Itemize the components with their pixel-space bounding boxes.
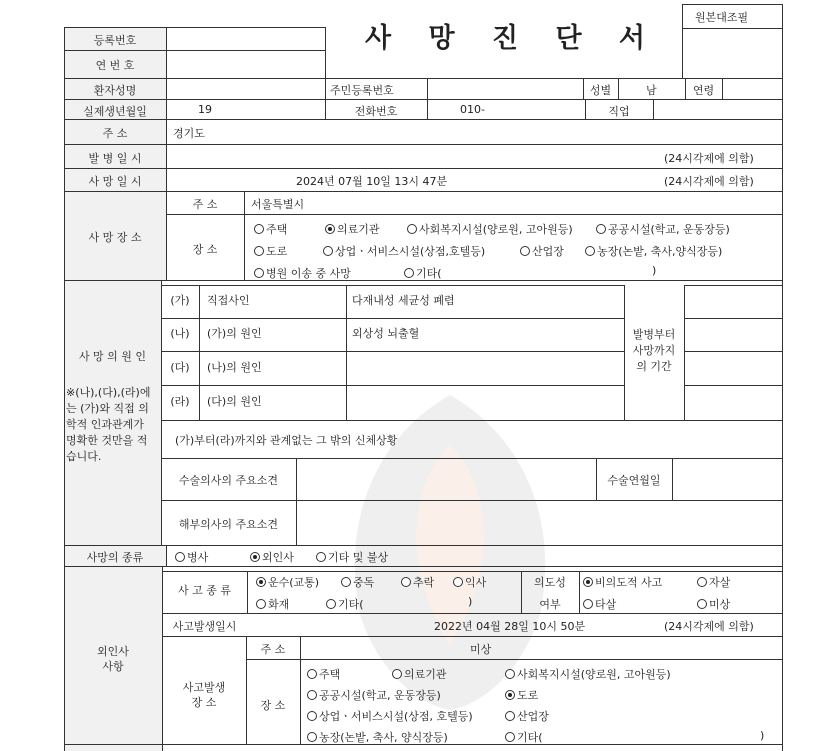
radio-unchecked-icon [407,224,417,234]
cause-name: (나)의 원인 [207,361,262,374]
accident-datetime-value: 2022년 04월 28일 10시 50분 [434,620,586,633]
death-place-option[interactable] [254,243,287,259]
death-place-option-label: 공공시설(학교, 운동장등) [608,223,730,236]
period-label-line: 발병부터 [632,328,676,341]
accident-place-address-label: 주 소 [260,643,286,656]
radio-unchecked-icon [520,246,530,256]
radio-unchecked-icon [585,246,595,256]
death-date-note: (24시각제에 의함) [664,175,754,188]
death-type-option-label: 외인사 [262,551,294,564]
accident-type-label: 사 고 종 류 [178,584,231,597]
cause-name: (다)의 원인 [207,395,262,408]
death-place-option[interactable] [585,243,722,259]
death-type-option[interactable] [250,549,294,565]
cause-name: (가)의 원인 [207,327,262,340]
cause-note-line: 학적 인과관계가 [66,418,144,431]
radio-unchecked-icon [316,552,326,562]
radio-unchecked-icon [254,246,264,256]
death-place-option[interactable] [407,221,573,237]
reg-no-label: 등록번호 [93,34,137,47]
cause-tag: (나) [170,327,190,340]
surgery-date-label: 수술연월일 [607,474,661,487]
intent-label-2: 여부 [539,598,561,611]
accident-place-option-label: 기타( [517,731,543,744]
intent-option-label: 비의도적 사고 [595,576,663,589]
accident-type-option-label: 기타( [338,598,364,611]
death-place-option[interactable] [254,221,287,237]
cause-note-line: 습니다. [66,450,102,463]
accident-type-option-label: 화재 [268,598,290,611]
accident-place-other-close: ) [760,729,765,742]
death-place-option-label: 도로 [266,245,288,258]
cause-note-line: 는 (가)와 직접 의 [66,402,149,415]
accident-type-option-label: 중독 [353,576,375,589]
radio-checked-icon [505,690,515,700]
accident-place-option-label: 공공시설(학교, 운동장등) [319,689,441,702]
death-place-option[interactable] [404,265,442,281]
intent-option-label: 자살 [709,576,731,589]
external-death-label-line: 외인사 [97,645,129,658]
other-condition-label: (가)부터(라)까지와 관계없는 그 밖의 신체상황 [175,434,398,447]
phone-label: 전화번호 [354,105,398,118]
death-place-option-label: 농장(논밭, 축사,양식장등) [597,245,723,258]
birth-value: 19 [198,103,212,116]
radio-unchecked-icon [341,577,351,587]
death-type-option-label: 기타 및 불상 [328,551,389,564]
death-place-address-value: 서울특별시 [251,198,305,211]
accident-place-option[interactable] [505,666,671,682]
surgery-label: 수술의사의 주요소견 [178,474,279,487]
death-type-label: 사망의 종류 [86,551,144,564]
radio-unchecked-icon [254,224,264,234]
intent-option-label: 타살 [595,598,617,611]
accident-type-option-label: 추락 [413,576,435,589]
patient-name-label: 환자성명 [93,84,137,97]
radio-unchecked-icon [453,577,463,587]
accident-type-option[interactable] [256,574,319,590]
radio-checked-icon [256,577,266,587]
accident-place-option[interactable] [307,729,448,745]
accident-place-option-label: 상업ㆍ서비스시설(상점, 호텔등) [319,710,473,723]
intent-option-label: 미상 [709,598,731,611]
cause-label: 사 망 의 원 인 [78,350,147,363]
death-place-option[interactable] [520,243,564,259]
accident-place-option[interactable] [392,666,447,682]
radio-unchecked-icon [505,732,515,742]
autopsy-label: 해부의사의 주요소견 [178,518,279,531]
death-place-option-label: 산업장 [532,245,564,258]
intent-option[interactable] [583,574,662,590]
radio-unchecked-icon [323,246,333,256]
cause-name: 직접사인 [207,294,250,307]
accident-place-option-label: 의료기관 [404,668,447,681]
address-label: 주 소 [102,127,128,140]
radio-unchecked-icon [404,268,414,278]
accident-other-close: ) [468,595,473,608]
accident-place-option-label: 산업장 [517,710,549,723]
cause-value: 외상성 뇌출혈 [352,327,420,340]
radio-checked-icon [250,552,260,562]
external-death-label-line: 사항 [102,660,124,673]
death-place-option-label: 상업ㆍ서비스시설(상점,호텔등) [335,245,486,258]
period-label-line: 사망까지 [632,344,676,357]
radio-unchecked-icon [401,577,411,587]
radio-unchecked-icon [256,599,266,609]
death-place-option-label: 기타( [416,267,442,280]
radio-unchecked-icon [505,669,515,679]
radio-unchecked-icon [307,732,317,742]
cause-note-line: ※(나),(다),(라)에 [66,386,151,399]
accident-date-note: (24시각제에 의함) [664,620,754,633]
death-place-option[interactable] [325,221,380,237]
radio-unchecked-icon [697,599,707,609]
intent-option[interactable] [583,596,616,612]
accident-place-address-value: 미상 [470,643,492,656]
death-place-option[interactable] [596,221,730,237]
accident-type-option-label: 운수(교통) [268,576,320,589]
accident-place-option-label: 도로 [517,689,539,702]
radio-checked-icon [325,224,335,234]
radio-unchecked-icon [596,224,606,234]
accident-type-option[interactable] [256,596,289,612]
accident-place-option[interactable] [505,729,543,745]
intent-option[interactable] [697,574,730,590]
death-datetime-value: 2024년 07월 10일 13시 47분 [296,175,448,188]
accident-place-option-label: 농장(논밭, 축사, 양식장등) [319,731,448,744]
death-type-option[interactable] [175,549,208,565]
age-label: 연령 [692,84,715,97]
accident-place-option-label: 주택 [319,668,341,681]
death-place-type-label: 장 소 [192,243,218,256]
radio-unchecked-icon [392,669,402,679]
onset-label: 발 병 일 시 [88,152,142,165]
accident-place-label-line: 장 소 [191,696,217,709]
cause-tag: (가) [170,294,190,307]
cause-tag: (라) [170,395,190,408]
accident-place-option[interactable] [307,687,441,703]
onset-note: (24시각제에 의함) [664,152,754,165]
death-place-option[interactable] [323,243,485,259]
death-place-option-label: 의료기관 [337,223,380,236]
death-place-option[interactable] [254,265,351,281]
death-date-label: 사 망 일 시 [88,175,142,188]
death-type-option[interactable] [316,549,388,565]
radio-unchecked-icon [307,669,317,679]
radio-unchecked-icon [505,711,515,721]
death-type-option-label: 병사 [187,551,209,564]
death-place-other-close: ) [652,264,657,277]
sex-label: 성별 [589,84,612,97]
serial-no-label: 연 번 호 [95,59,135,72]
accident-place-option-label: 사회복지시설(양로원, 고아원등) [517,668,671,681]
copy-verified-label: 원본대조필 [695,11,749,24]
accident-date-label: 사고발생일시 [172,620,237,633]
accident-place-label-line: 사고발생 [182,681,226,694]
death-place-option-label: 주택 [266,223,288,236]
radio-unchecked-icon [175,552,185,562]
document-title: 사 망 진 단 서 [365,23,660,54]
accident-place-option[interactable] [505,708,549,724]
cause-value: 다재내성 세균성 폐렴 [352,294,455,307]
radio-unchecked-icon [326,599,336,609]
phone-value: 010- [460,103,485,116]
radio-unchecked-icon [583,599,593,609]
accident-type-option[interactable] [401,574,434,590]
accident-type-option[interactable] [341,574,374,590]
accident-place-option[interactable] [505,687,538,703]
accident-type-option[interactable] [326,596,364,612]
accident-place-type-label: 장 소 [260,699,286,712]
cause-tag: (다) [170,361,190,374]
intent-option[interactable] [697,596,730,612]
accident-place-option[interactable] [307,666,340,682]
radio-unchecked-icon [307,690,317,700]
cause-note-line: 명확한 것만을 적 [66,434,148,447]
accident-type-option[interactable] [453,574,486,590]
death-place-option-label: 병원 이송 중 사망 [266,267,351,280]
period-label-line: 의 기간 [636,360,672,373]
address-value: 경기도 [173,127,205,140]
radio-unchecked-icon [307,711,317,721]
radio-checked-icon [583,577,593,587]
accident-type-option-label: 익사 [465,576,487,589]
resident-no-label: 주민등록번호 [330,84,394,97]
death-place-option-label: 사회복지시설(양로원, 고아원등) [419,223,573,236]
sex-value: 남 [646,84,657,97]
birth-label: 실제생년월일 [83,105,147,118]
job-label: 직업 [608,105,630,118]
radio-unchecked-icon [697,577,707,587]
accident-place-option[interactable] [307,708,473,724]
death-place-address-label: 주 소 [192,198,218,211]
death-place-label: 사 망 장 소 [88,231,142,244]
radio-unchecked-icon [254,268,264,278]
intent-label: 의도성 [534,576,566,589]
